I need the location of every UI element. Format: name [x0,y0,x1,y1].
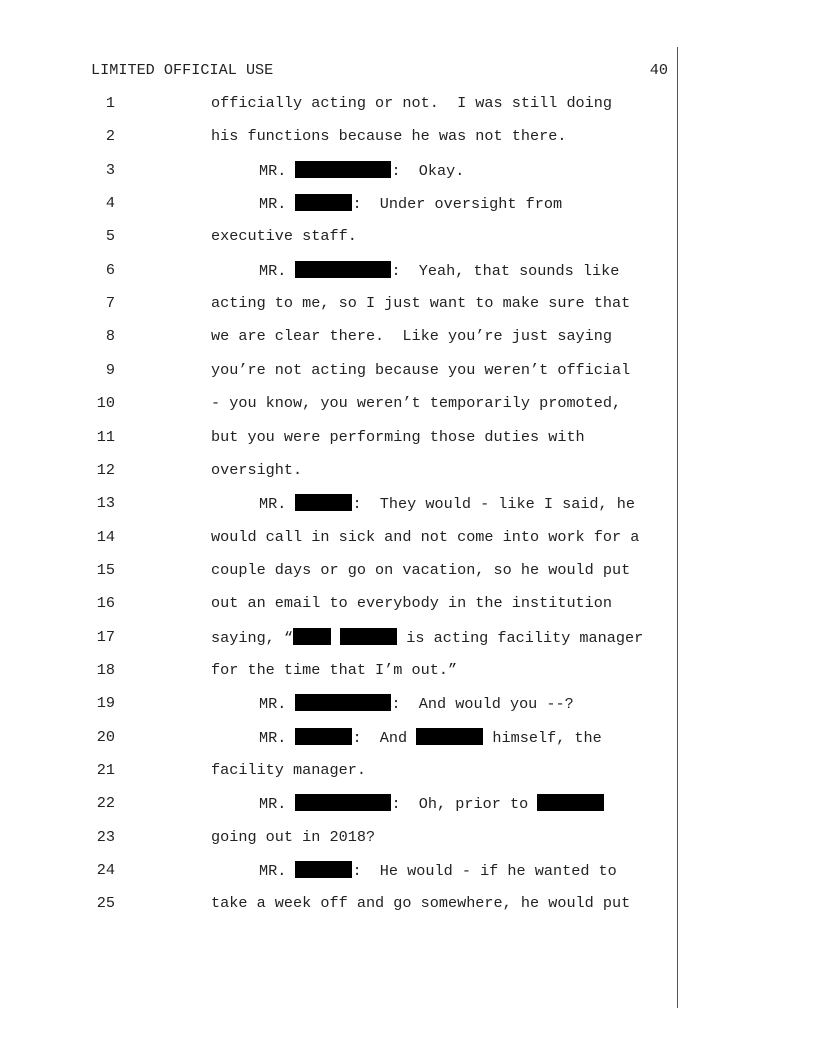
line-number: 9 [105,360,115,379]
header-classification: LIMITED OFFICIAL USE [91,61,274,79]
line-text [211,227,357,245]
text-segment: oversight. [211,460,303,479]
line-text [211,761,366,779]
page-number: 40 [649,61,668,79]
text-segment: MR. [259,195,296,214]
text-segment: MR. [259,795,296,814]
text-segment: : He would - if he wanted to [352,862,617,881]
redaction-box [295,494,352,511]
line-number: 6 [105,260,115,279]
line-number: 24 [96,861,115,880]
text-segment: saying, “ [211,628,294,647]
transcript-line [0,828,700,861]
redaction-box [295,261,391,278]
line-text [211,294,630,312]
redaction-box [295,194,352,211]
transcript-line [0,661,700,694]
line-number: 20 [96,727,115,746]
line-text [259,694,574,713]
transcript-line [0,528,700,561]
line-number: 15 [96,560,115,579]
redaction-box [295,861,352,878]
line-text [211,628,643,647]
transcript-line [0,261,700,294]
line-number: 14 [96,527,115,546]
line-text [211,828,375,846]
transcript-line [0,327,700,360]
transcript-line [0,694,700,727]
redaction-box [340,628,397,645]
text-segment: we are clear there. Like you’re just saying [211,327,613,346]
line-text [211,461,302,479]
text-segment: MR. [259,862,296,881]
text-segment: MR. [259,261,296,280]
text-segment: couple days or go on vacation, so he would put [211,560,631,579]
line-number: 2 [105,127,115,146]
transcript-line [0,728,700,761]
text-segment [331,629,340,647]
line-text [211,394,621,412]
line-text [211,594,612,612]
text-segment: his functions because he was not there. [211,127,567,146]
text-segment: acting to me, so I just want to make sure that [211,294,631,313]
transcript-line [0,294,700,327]
redaction-box [416,728,483,745]
redaction-box [295,161,391,178]
line-text [211,661,457,679]
redaction-box [537,794,604,811]
text-segment: would call in sick and not come into work for a [211,527,640,546]
text-segment: : And would you --? [391,695,574,714]
line-number: 19 [96,694,115,713]
text-segment: : And [352,728,417,747]
transcript-line [0,127,700,160]
transcript-line [0,494,700,527]
line-number: 8 [105,327,115,346]
text-segment: executive staff. [211,227,357,246]
transcript-line [0,361,700,394]
text-segment: officially acting or not. I was still doing [211,94,613,112]
transcript-line [0,94,700,127]
line-number: 3 [105,160,115,179]
transcript-line [0,394,700,427]
transcript-line [0,794,700,827]
line-number: 22 [96,794,115,813]
text-segment: MR. [259,695,296,714]
text-segment: out an email to everybody in the institution [211,594,613,613]
line-number: 11 [96,427,115,446]
line-text [259,261,619,280]
transcript-line [0,227,700,260]
text-segment: going out in 2018? [211,827,376,846]
text-segment: take a week off and go somewhere, he would put [211,894,631,913]
line-text [211,528,639,546]
line-number: 17 [96,627,115,646]
line-number: 12 [96,460,115,479]
text-segment: MR. [259,728,296,747]
line-text [259,194,562,213]
line-text [211,127,566,145]
text-segment: : They would - like I said, he [352,495,636,514]
redaction-box [295,794,391,811]
line-text [211,428,585,446]
line-text [211,327,612,345]
transcript-line [0,594,700,627]
transcript-line [0,461,700,494]
line-number: 4 [105,194,115,213]
line-number: 18 [96,660,115,679]
line-text [211,561,630,579]
text-segment: for the time that I’m out.” [211,660,458,679]
transcript-line [0,894,700,927]
text-segment: himself, the [483,728,602,747]
transcript-line [0,628,700,661]
transcript-line [0,428,700,461]
line-text [211,94,612,112]
redaction-box [293,628,331,645]
redaction-box [295,728,352,745]
text-segment: MR. [259,161,296,180]
text-segment: you’re not acting because you weren’t official [211,360,631,379]
line-text [259,161,464,180]
text-segment: - you know, you weren’t temporarily promoted, [211,394,622,413]
line-text [259,794,604,813]
line-text [259,861,617,880]
transcript-line [0,161,700,194]
line-text [259,728,602,747]
line-number: 7 [105,294,115,313]
line-number: 16 [96,594,115,613]
redaction-box [295,694,391,711]
line-text [259,494,635,513]
transcript-line [0,561,700,594]
text-segment: : Okay. [391,161,465,180]
line-number: 10 [96,394,115,413]
text-segment: facility manager. [211,761,366,779]
line-number: 5 [105,227,115,246]
line-number: 13 [96,494,115,513]
line-number: 23 [96,827,115,846]
text-segment: : Oh, prior to [391,795,538,814]
line-number: 21 [96,761,115,779]
text-segment: but you were performing those duties with [211,427,585,446]
text-segment: : Yeah, that sounds like [391,261,620,280]
text-segment: is acting facility manager [397,628,644,647]
line-text [211,894,630,912]
line-number: 1 [105,94,115,112]
text-segment: MR. [259,495,296,514]
transcript-line [0,761,700,794]
transcript-line [0,194,700,227]
transcript-line [0,861,700,894]
text-segment: : Under oversight from [352,195,563,214]
line-text [211,361,630,379]
line-number: 25 [96,894,115,913]
